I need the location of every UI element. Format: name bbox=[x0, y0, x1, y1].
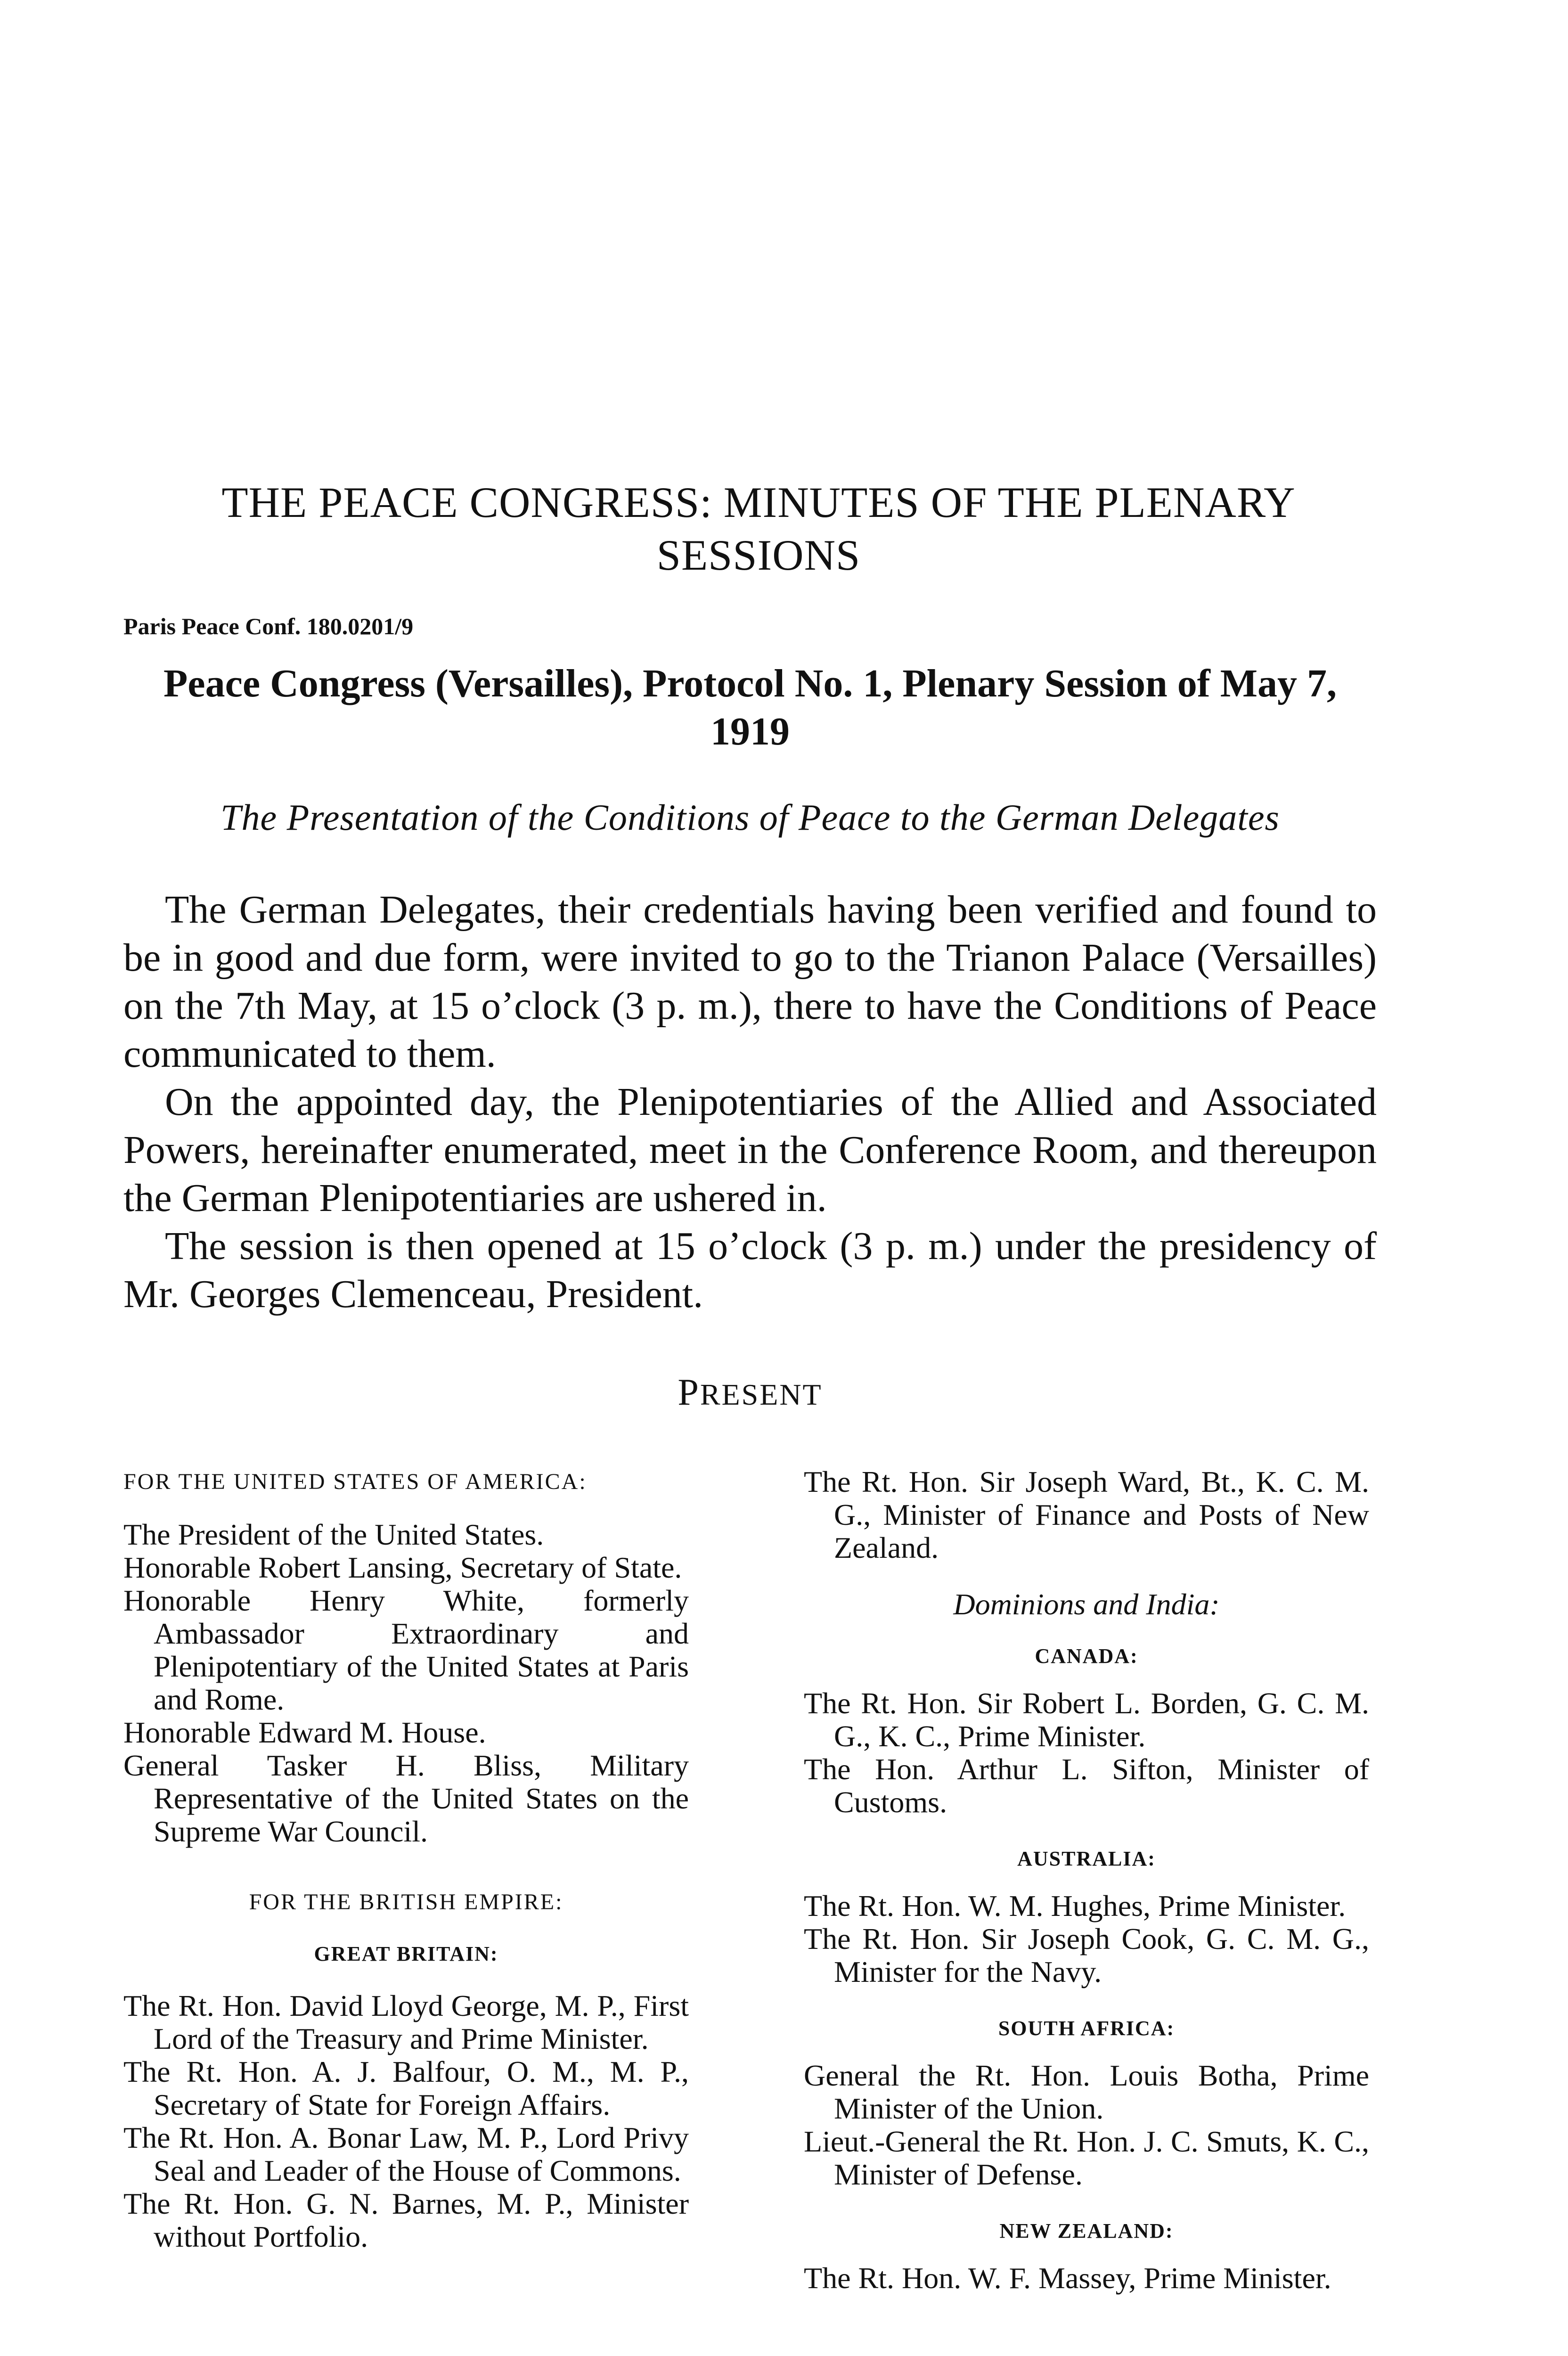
new-zealand-heading: NEW ZEALAND: bbox=[999, 2219, 1174, 2242]
usa-heading: FOR THE UNITED STATES OF AMERICA: bbox=[123, 1469, 587, 1494]
delegate-entry: Honorable Robert Lansing, Secretary of State. bbox=[123, 1551, 682, 1584]
section-title: THE PEACE CONGRESS: MINUTES OF THE PLENARY SESSIONS bbox=[221, 478, 1296, 580]
body-text bbox=[123, 886, 1377, 1318]
delegate-entry: The Rt. Hon. David Lloyd George, M. P., First Lord of the Treasury and Prime Minister. bbox=[123, 1989, 689, 2055]
south-africa-heading: SOUTH AFRICA: bbox=[998, 2017, 1175, 2040]
canada-heading: CANADA: bbox=[1035, 1644, 1138, 1668]
great-britain-heading: GREAT BRITAIN: bbox=[314, 1942, 498, 1965]
delegate-entry: The Rt. Hon. G. N. Barnes, M. P., Minister without Portfolio. bbox=[123, 2187, 689, 2253]
delegate-entry: The Rt. Hon. Sir Robert L. Borden, G. C. M. G., K. C., Prime Minister. bbox=[804, 1686, 1369, 1753]
delegate-entry: The President of the United States. bbox=[123, 1518, 544, 1551]
paragraph: The session is then opened at 15 o’clock (3 p. m.) under the presidency of Mr. Georges Clemenceau, President. bbox=[123, 1224, 1377, 1316]
delegate-entry: The Rt. Hon. W. M. Hughes, Prime Minister. bbox=[804, 1889, 1346, 1922]
british-empire-heading: FOR THE BRITISH EMPIRE: bbox=[249, 1890, 564, 1914]
delegate-entry: General the Rt. Hon. Louis Botha, Prime Minister of the Union. bbox=[804, 2059, 1369, 2125]
delegate-entry: The Rt. Hon. Sir Joseph Ward, Bt., K. C. M. G., Minister of Finance and Posts of New Zealand. bbox=[804, 1465, 1369, 1564]
right-column bbox=[804, 1465, 1369, 2295]
delegate-entry: Lieut.-General the Rt. Hon. J. C. Smuts, K. C., Minister of Defense. bbox=[804, 2125, 1369, 2191]
document-reference: Paris Peace Conf. 180.0201/9 bbox=[123, 613, 414, 639]
dominions-heading: Dominions and India: bbox=[953, 1587, 1220, 1621]
left-column bbox=[123, 1465, 689, 2253]
paragraph: On the appointed day, the Plenipotentiaries of the Allied and Associated Powers, hereinafter enumerated, meet in the Conference Room, and thereupon the German Plenipotentiaries are ushered in. bbox=[123, 1080, 1377, 1220]
paragraph: The German Delegates, their credentials having been verified and found to be in good and due form, were invited to go to the Trianon Palace (Versailles) on the 7th May, at 15 o’clock (3 p. m.), there to have the Conditions of Peace communicated to them. bbox=[123, 888, 1377, 1076]
protocol-title: Peace Congress (Versailles), Protocol No. 1, Plenary Session of May 7, 1919 bbox=[163, 662, 1337, 754]
present-heading bbox=[123, 1371, 1377, 1414]
delegate-entry: General Tasker H. Bliss, Military Representative of the United States on the Supreme War Council. bbox=[123, 1749, 689, 1848]
delegate-entry: The Rt. Hon. W. F. Massey, Prime Minister. bbox=[804, 2261, 1331, 2295]
delegate-entry: The Hon. Arthur L. Sifton, Minister of Customs. bbox=[804, 1752, 1369, 1819]
delegate-entry: The Rt. Hon. Sir Joseph Cook, G. C. M. G., Minister for the Navy. bbox=[804, 1922, 1369, 1988]
delegate-entry: Honorable Edward M. House. bbox=[123, 1716, 486, 1749]
delegate-entry: Honorable Henry White, formerly Ambassador Extraordinary and Plenipotentiary of the United States at Paris and Rome. bbox=[123, 1584, 689, 1716]
delegate-entry: The Rt. Hon. A. Bonar Law, M. P., Lord Privy Seal and Leader of the House of Commons. bbox=[123, 2121, 689, 2187]
present-heading-initial: P bbox=[678, 1372, 700, 1413]
protocol-subtitle: The Presentation of the Conditions of Peace to the German Delegates bbox=[220, 797, 1280, 838]
present-heading-rest: RESENT bbox=[700, 1378, 823, 1411]
delegate-entry: The Rt. Hon. A. J. Balfour, O. M., M. P., Secretary of State for Foreign Affairs. bbox=[123, 2055, 689, 2121]
australia-heading: AUSTRALIA: bbox=[1017, 1847, 1156, 1870]
